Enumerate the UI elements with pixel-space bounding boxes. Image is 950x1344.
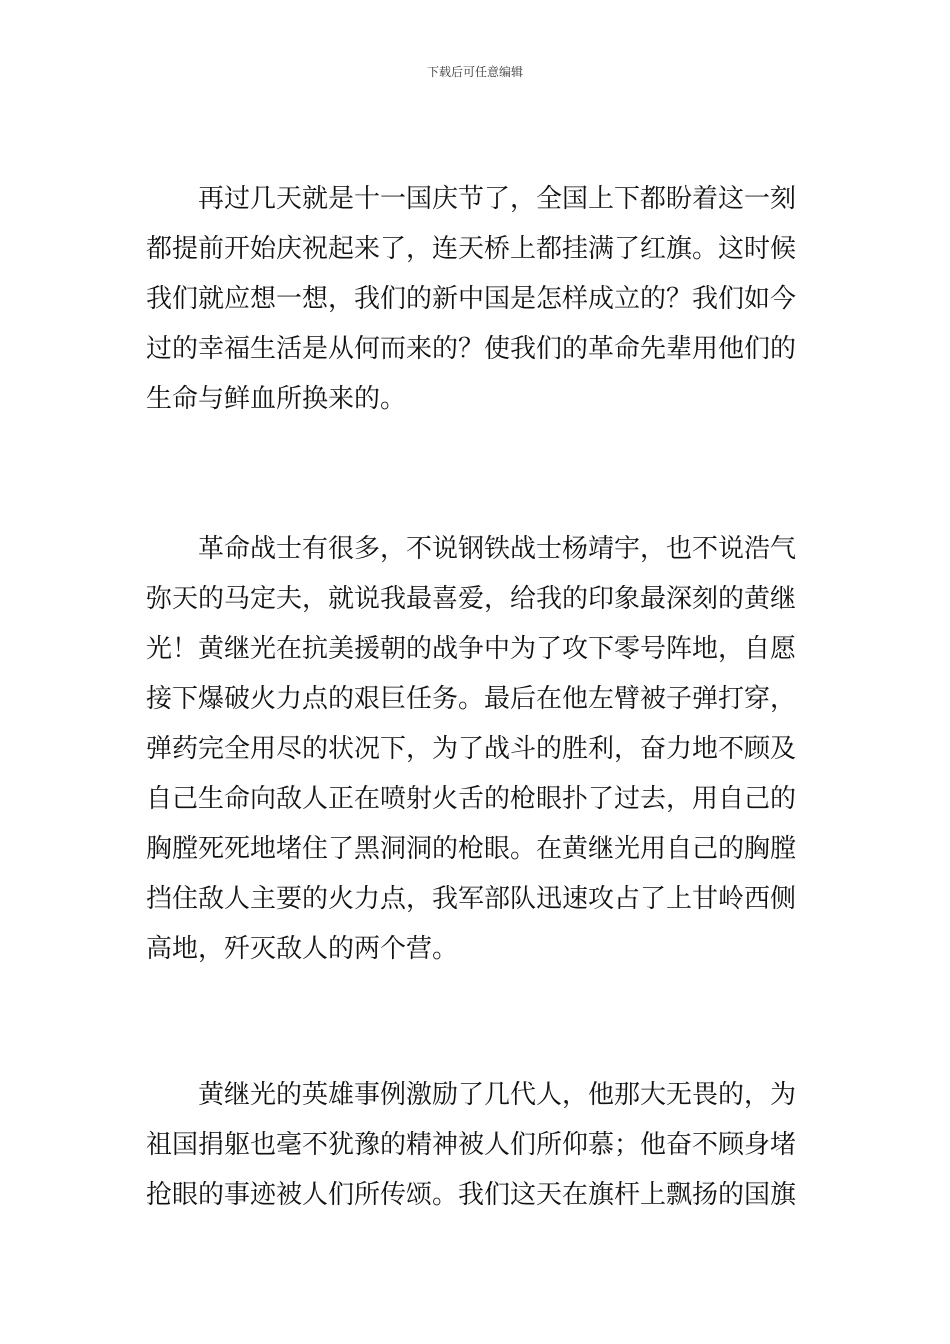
paragraph-line: 弹药完全用尽的状况下，为了战斗的胜利，奋力地不顾及 (146, 734, 797, 764)
paragraph-line: 过的幸福生活是从何而来的？使我们的革命先辈用他们的 (146, 334, 797, 364)
paragraph-line: 光！黄继光在抗美援朝的战争中为了攻下零号阵地，自愿 (146, 634, 797, 664)
paragraph-line: 都提前开始庆祝起来了，连天桥上都挂满了红旗。这时候 (146, 234, 797, 264)
paragraph-line: 自己生命向敌人正在喷射火舌的枪眼扑了过去，用自己的 (146, 784, 797, 814)
paragraph-line: 生命与鲜血所换来的。 (146, 384, 407, 414)
paragraph-line: 抢眼的事迹被人们所传颂。我们这天在旗杆上飘扬的国旗 (146, 1180, 797, 1210)
paragraph-line: 弥天的马定夫，就说我最喜爱，给我的印象最深刻的黄继 (146, 584, 797, 614)
paragraph-line: 胸膛死死地堵住了黑洞洞的枪眼。在黄继光用自己的胸膛 (146, 834, 797, 864)
paragraph-line: 革命战士有很多，不说钢铁战士杨靖宇，也不说浩气 (198, 534, 797, 564)
paragraph-1 (146, 174, 808, 424)
paragraph-2 (146, 524, 808, 974)
paragraph-3 (146, 1070, 808, 1220)
paragraph-line: 我们就应想一想，我们的新中国是怎样成立的？我们如今 (146, 284, 797, 314)
paragraph-line: 接下爆破火力点的艰巨任务。最后在他左臂被子弹打穿， (146, 684, 797, 714)
page-header: 下载后可任意编辑 (426, 65, 523, 79)
paragraph-line: 高地，歼灭敌人的两个营。 (146, 934, 459, 964)
paragraph-line: 祖国捐躯也毫不犹豫的精神被人们所仰慕；他奋不顾身堵 (146, 1130, 797, 1160)
paragraph-line: 再过几天就是十一国庆节了，全国上下都盼着这一刻 (198, 184, 797, 214)
paragraph-line: 挡住敌人主要的火力点，我军部队迅速攻占了上甘岭西侧 (146, 884, 797, 914)
paragraph-line: 黄继光的英雄事例激励了几代人，他那大无畏的，为 (198, 1080, 797, 1110)
